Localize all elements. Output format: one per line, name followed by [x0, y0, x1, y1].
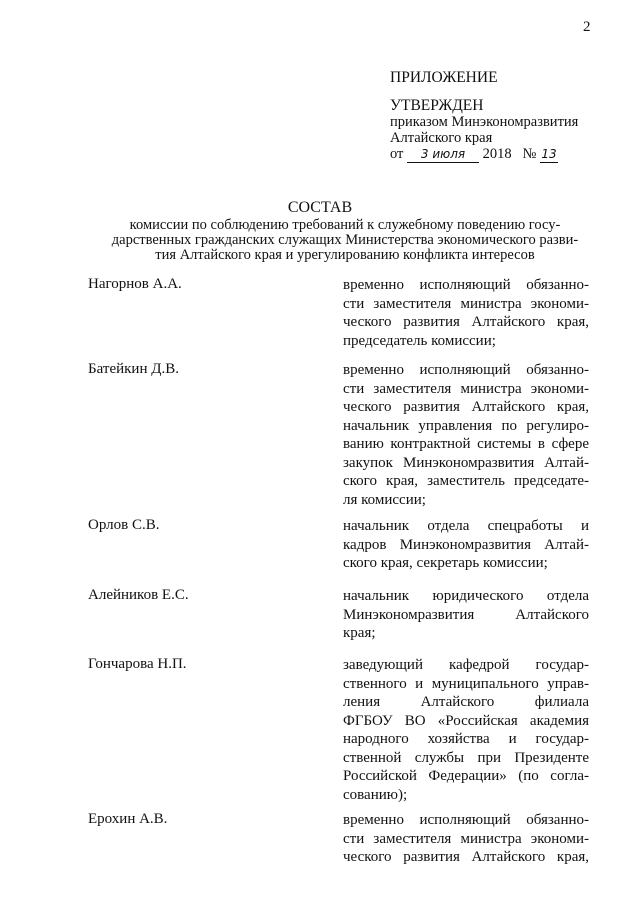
- member-name: Батейкин Д.В.: [88, 361, 179, 377]
- position-line: начальник юридического отдела: [343, 588, 589, 604]
- order-date-line: [390, 146, 578, 163]
- member-position: [343, 656, 589, 804]
- approved-label: УТВЕРЖДЕН: [390, 97, 484, 114]
- approval-block: [390, 70, 578, 163]
- order-year: 2018: [482, 146, 512, 162]
- position-line: ванию контрактной системы в сфере: [343, 436, 589, 452]
- position-line: народного хозяйства и государ-: [343, 731, 589, 747]
- position-line: заведующий кафедрой государ-: [343, 657, 589, 673]
- position-line: кадров Минэкономразвития Алтай-: [343, 536, 589, 553]
- position-line: сти заместителя министра экономи-: [343, 380, 589, 397]
- member-position: [343, 361, 589, 509]
- approved-by-order: приказом Минэкономразвития: [390, 114, 579, 130]
- member-name: Ерохин А.В.: [88, 811, 168, 827]
- handwritten-number: 13: [541, 147, 557, 161]
- member-position: [343, 517, 589, 573]
- position-line: закупок Минэкономразвития Алтай-: [343, 454, 589, 471]
- approved-region: Алтайского края: [390, 130, 493, 146]
- position-line: Российской Федерации» (по согла-: [343, 768, 589, 784]
- position-line: ственной службы при Президенте: [343, 749, 589, 766]
- position-line: временно исполняющий обязанно-: [343, 812, 589, 828]
- position-line: ского края, секретарь комиссии;: [343, 555, 548, 571]
- member-name: Гончарова Н.П.: [88, 656, 187, 672]
- position-line: края;: [343, 625, 376, 641]
- document-title: СОСТАВ: [287, 199, 353, 216]
- position-line: ля комиссии;: [343, 491, 426, 508]
- position-line: ственного и муниципального управ-: [343, 675, 589, 692]
- position-line: временно исполняющий обязанно-: [343, 277, 589, 293]
- position-line: ческого развития Алтайского края,: [343, 399, 589, 415]
- subtitle-line: дарственных гражданских служащих Министерства экономического разви-: [111, 232, 579, 248]
- member-position: [343, 587, 589, 643]
- member-name: Орлов С.В.: [88, 517, 160, 533]
- position-line: сованию);: [343, 786, 408, 803]
- handwritten-date: 3 июля: [407, 146, 479, 163]
- page-number: 2: [583, 19, 591, 35]
- position-line: временно исполняющий обязанно-: [343, 362, 589, 378]
- position-line: сти заместителя министра экономи-: [343, 830, 589, 847]
- appendix-label: ПРИЛОЖЕНИЕ: [390, 69, 498, 86]
- document-subtitle: [100, 218, 590, 263]
- position-line: сти заместителя министра экономи-: [343, 295, 589, 312]
- position-line: ления Алтайского филиала: [343, 694, 589, 710]
- number-prefix: №: [522, 146, 537, 162]
- date-prefix: от: [390, 146, 404, 162]
- position-line: председатель комиссии;: [343, 332, 496, 349]
- member-position: [343, 276, 589, 350]
- position-line: начальник управления по регулиро-: [343, 417, 589, 434]
- position-line: Минэкономразвития Алтайского: [343, 606, 589, 623]
- position-line: ФГБОУ ВО «Российская академия: [343, 712, 589, 729]
- position-line: ческого развития Алтайского края,: [343, 314, 589, 330]
- member-position: [343, 811, 589, 867]
- member-name: Нагорнов А.А.: [88, 276, 182, 292]
- position-line: ческого развития Алтайского края,: [343, 849, 589, 865]
- subtitle-line: тия Алтайского края и урегулированию конфликта интересов: [155, 247, 535, 263]
- position-line: ского края, заместитель председате-: [343, 473, 589, 489]
- member-name: Алейников Е.С.: [88, 587, 189, 603]
- subtitle-line: комиссии по соблюдению требований к служебному поведению госу-: [129, 217, 561, 233]
- position-line: начальник отдела спецработы и: [343, 518, 589, 534]
